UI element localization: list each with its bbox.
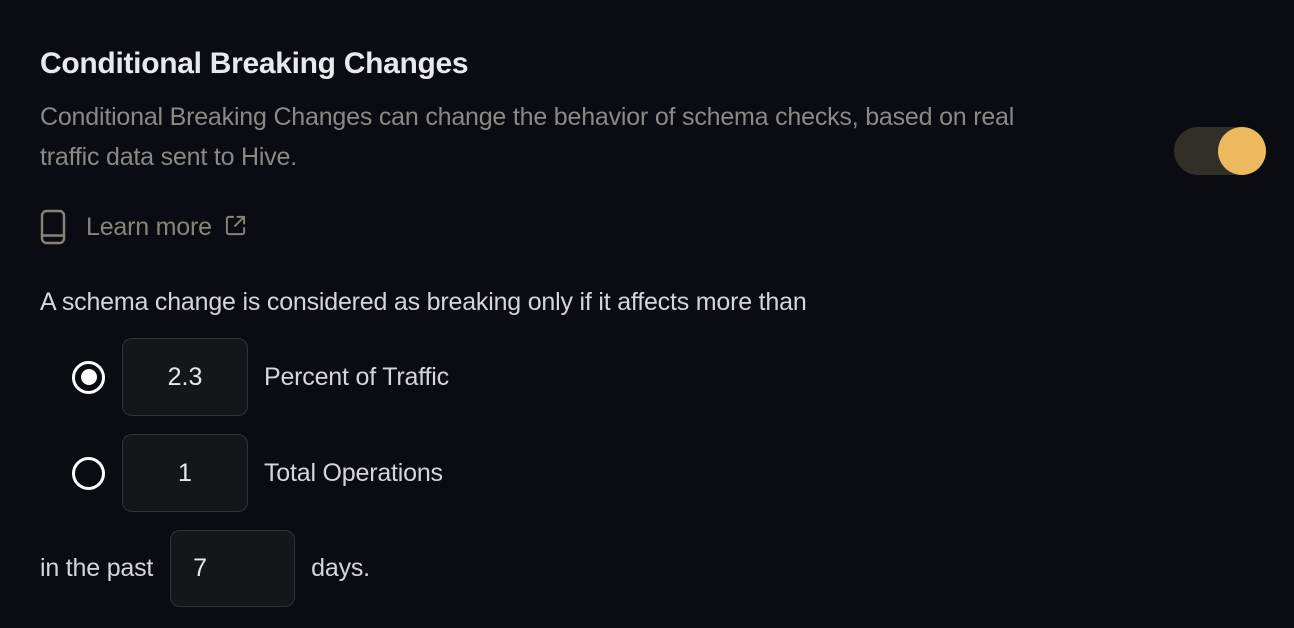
period-row: [40, 530, 370, 607]
period-prefix-label: in the past: [40, 554, 154, 582]
description-line-2: traffic data sent to Hive.: [40, 143, 297, 171]
percent-of-traffic-input[interactable]: [122, 338, 248, 416]
learn-more-link[interactable]: [40, 206, 247, 248]
radio-total-operations[interactable]: [72, 457, 105, 490]
radio-dot: [81, 369, 97, 385]
description-line-1: Conditional Breaking Changes can change the behavior of schema checks, based on real: [40, 103, 1015, 131]
option-row-total-operations: [40, 434, 443, 512]
book-icon: [40, 209, 66, 245]
total-operations-label: Total Operations: [264, 458, 443, 487]
external-link-icon: [224, 214, 247, 237]
learn-more-label: Learn more: [86, 212, 212, 241]
page-title: Conditional Breaking Changes: [40, 47, 469, 80]
radio-percent-of-traffic[interactable]: [72, 361, 105, 394]
conditional-breaking-changes-toggle[interactable]: [1174, 127, 1264, 175]
section-description: [40, 97, 1014, 177]
option-row-percent-of-traffic: [40, 338, 449, 416]
total-operations-input[interactable]: [122, 434, 248, 512]
period-days-input[interactable]: [170, 530, 295, 607]
toggle-thumb: [1218, 127, 1266, 175]
period-suffix-label: days.: [311, 554, 370, 582]
breaking-condition-intro: A schema change is considered as breaking only if it affects more than: [40, 288, 807, 316]
percent-of-traffic-label: Percent of Traffic: [264, 362, 449, 391]
